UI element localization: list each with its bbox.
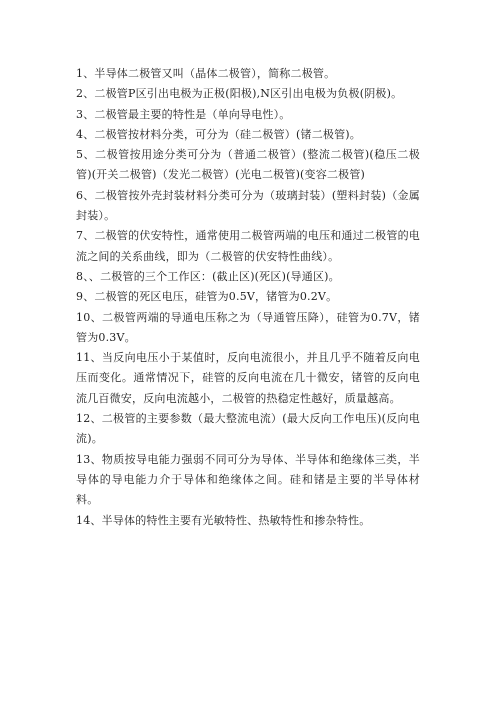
paragraph-3: 3、二极管最主要的特性是（单向导电性）。 <box>76 107 291 121</box>
paragraph-13: 13、物质按导电能力强弱不同可分为导体、半导体和绝缘体三类，半导体的导电能力介于导体和绝缘体之间。硅和锗是主要的半导体材料。 <box>76 452 420 507</box>
paragraph-5: 5、二极管按用途分类可分为（普通二极管）(整流二极管)(稳压二极管)(开关二极管)（发光二极管）(光电二极管)(变容二极管) <box>76 148 420 182</box>
paragraph-4: 4、二极管按材料分类，可分为（硅二极管）(锗二极管)。 <box>76 127 361 141</box>
paragraph-7: 7、二极管的伏安特性，通常使用二极管两端的电压和通过二极管的电流之间的关系曲线，即为（二极管的伏安特性曲线）。 <box>76 229 420 263</box>
paragraph-11: 11、当反向电压小于某值时，反向电流很小，并且几乎不随着反向电压而变化。通常情况下，硅管的反向电流在几十微安，锗管的反向电流几百微安，反向电流越小，二极管的热稳定性越好，质量越高。 <box>76 351 420 405</box>
paragraph-10: 10、二极管两端的导通电压称之为（导通管压降），硅管为0.7V，锗管为0.3V。 <box>76 310 420 344</box>
paragraph-8: 8、、二极管的三个工作区：(截止区)(死区)(导通区)。 <box>76 269 340 283</box>
paragraph-9: 9、二极管的死区电压，硅管为0.5V，锗管为0.2V。 <box>76 290 338 304</box>
paragraph-12: 12、二极管的主要参数（最大整流电流）(最大反向工作电压)(反向电流)。 <box>76 412 420 446</box>
document-body <box>76 64 420 531</box>
paragraph-14: 14、半导体的特性主要有光敏特性、热敏特性和掺杂特性。 <box>76 513 371 527</box>
paragraph-2: 2、二极管P区引出电极为正极(阳极),N区引出电极为负极(阴极)。 <box>76 87 403 101</box>
paragraph-1: 1、半导体二极管又叫（晶体二极管），简称二极管。 <box>76 67 336 80</box>
paragraph-6: 6、二极管按外壳封装材料分类可分为（玻璃封装）(塑料封装)（金属封装）。 <box>76 188 420 223</box>
